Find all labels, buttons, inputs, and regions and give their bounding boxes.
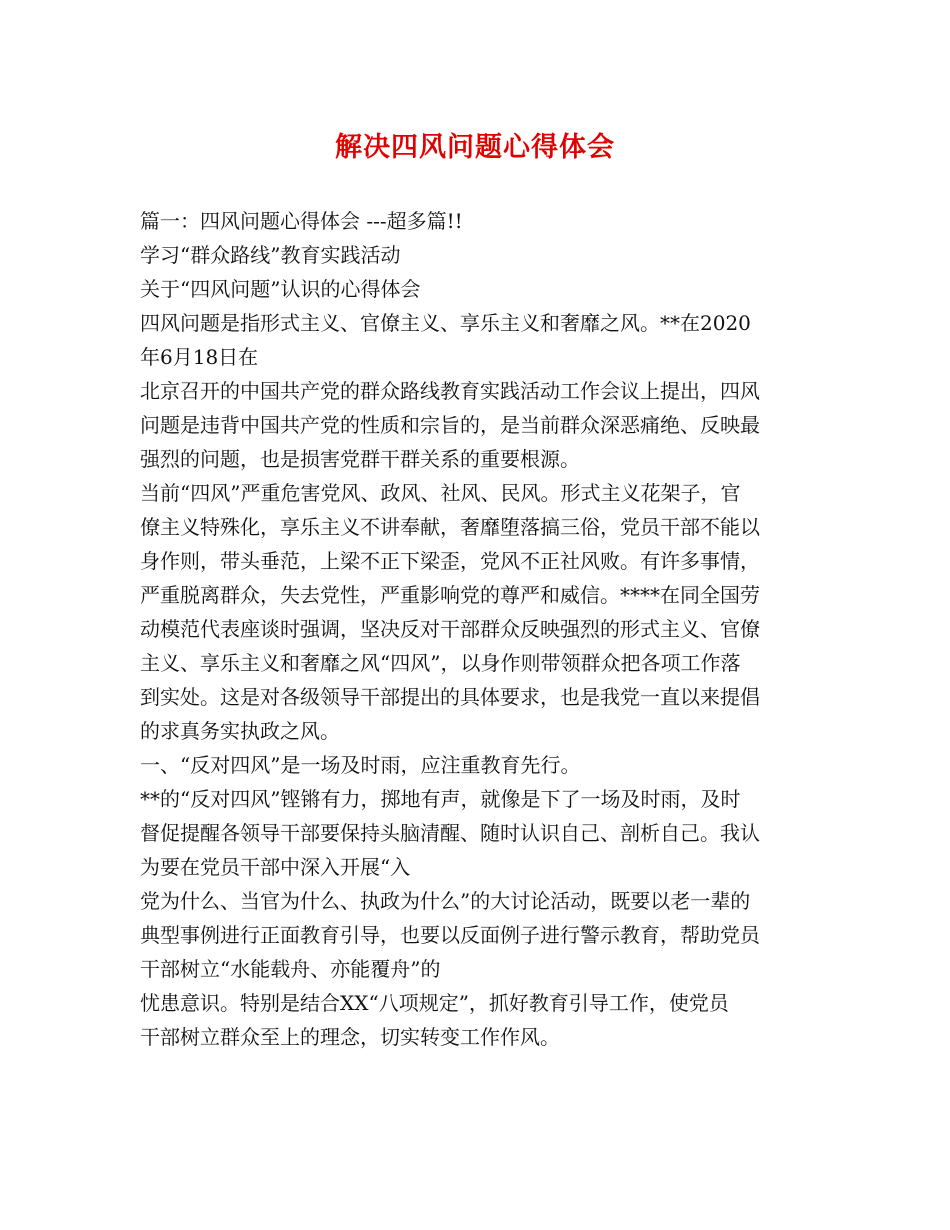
document-body <box>140 204 820 1054</box>
body-line: 篇一：四风问题心得体会 ---超多篇!! <box>140 209 463 233</box>
body-line: 干部树立群众至上的理念，切实转变工作作风。 <box>140 1025 560 1049</box>
body-line: 党为什么、当官为什么、执政为什么”的大讨论活动，既要以老一辈的 <box>140 889 751 913</box>
body-line: 督促提醒各领导干部要保持头脑清醒、随时认识自己、剖析自己。我认 <box>140 821 760 845</box>
body-line: 到实处。这是对各级领导干部提出的具体要求，也是我党一直以来提倡 <box>140 685 760 709</box>
body-line: 僚主义特殊化，享乐主义不讲奉献，奢靡堕落搞三俗，党员干部不能以 <box>140 515 760 539</box>
body-line: 典型事例进行正面教育引导，也要以反面例子进行警示教育，帮助党员 <box>140 923 760 947</box>
body-line: 忧患意识。特别是结合XX“八项规定”，抓好教育引导工作，使党员 <box>140 991 729 1015</box>
body-line: 身作则，带头垂范，上梁不正下梁歪，党风不正社风败。有许多事情， <box>140 549 760 573</box>
body-line: 强烈的问题，也是损害党群干群关系的重要根源。 <box>140 447 580 471</box>
body-line: 一、“反对四风”是一场及时雨，应注重教育先行。 <box>140 753 581 777</box>
body-line: 的求真务实执政之风。 <box>140 719 340 743</box>
body-line: 严重脱离群众，失去党性，严重影响党的尊严和威信。****在同全国劳 <box>140 583 760 607</box>
body-line: 年6月18日在 <box>140 345 259 369</box>
body-line: 关于“四风问题”认识的心得体会 <box>140 277 421 301</box>
body-line: 干部树立“水能载舟、亦能覆舟”的 <box>140 957 441 981</box>
body-line: 四风问题是指形式主义、官僚主义、享乐主义和奢靡之风。**在2020 <box>140 311 751 335</box>
body-line: 主义、享乐主义和奢靡之风“四风”，以身作则带领群众把各项工作落 <box>140 651 741 675</box>
body-line: **的“反对四风”铿锵有力，掷地有声，就像是下了一场及时雨，及时 <box>140 787 741 811</box>
body-line: 动模范代表座谈时强调，坚决反对干部群众反映强烈的形式主义、官僚 <box>140 617 760 641</box>
body-line: 北京召开的中国共产党的群众路线教育实践活动工作会议上提出，四风 <box>140 379 760 403</box>
body-line: 学习“群众路线”教育实践活动 <box>140 243 401 267</box>
body-line: 当前“四风”严重危害党风、政风、社风、民风。形式主义花架子，官 <box>140 481 741 505</box>
body-line: 为要在党员干部中深入开展“入 <box>140 855 411 879</box>
body-line: 问题是违背中国共产党的性质和宗旨的，是当前群众深恶痛绝、反映最 <box>140 413 760 437</box>
document-title: 解决四风问题心得体会 <box>335 132 615 163</box>
